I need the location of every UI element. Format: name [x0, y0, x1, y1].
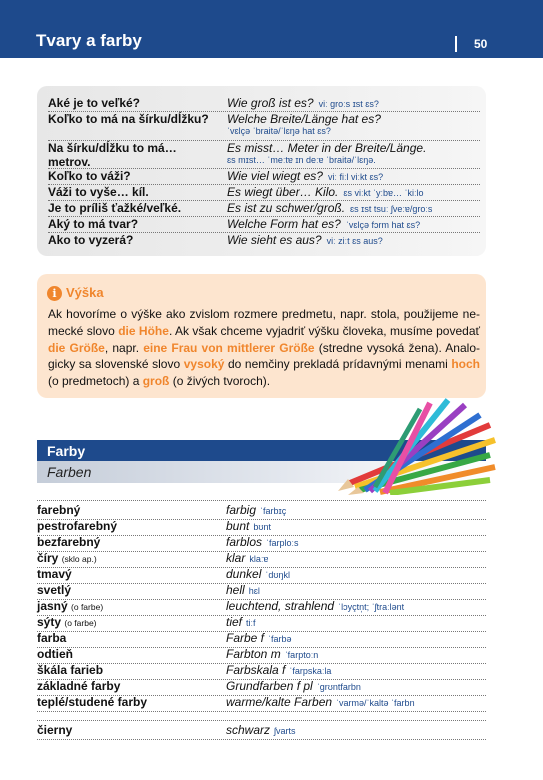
colored-pencils-illustration: [330, 395, 500, 495]
vocab-sk: tmavý: [37, 567, 72, 581]
vocab-row: [37, 723, 486, 740]
page-title: Tvary a farby: [36, 31, 142, 50]
vocab-sk: odtieň: [37, 647, 73, 661]
vocab-note: (sklo ap.): [61, 554, 97, 564]
phrase-row: [48, 169, 480, 185]
vocab-sk: svetlý: [37, 583, 72, 597]
vocab-sk: farebný: [37, 503, 81, 517]
vocab-row: [37, 679, 486, 696]
vocab-row: [37, 615, 486, 632]
vocab-ipa: ˈfarpskaːla: [289, 666, 332, 676]
vocab-de: schwarz ʃvarts: [226, 723, 296, 737]
highlight-term: hoch: [451, 357, 480, 372]
phrase-ipa: viː fiːl viːkt ɛs?: [327, 172, 384, 182]
vocab-row: [37, 631, 486, 648]
header-divider: [455, 36, 457, 52]
phrase-de: Wie viel wiegt es? viː fiːl viːkt ɛs?: [227, 169, 384, 183]
vocab-row: [37, 599, 486, 616]
vocab-sk: škála farieb: [37, 663, 104, 677]
highlight-term: vysoký: [183, 357, 225, 372]
vocab-ipa: ˈfarbə: [268, 634, 292, 644]
highlight-term: groß: [142, 374, 170, 389]
vocab-de: warme/kalte Farben ˈvarmə/ˈkaltə ˈfarbn: [226, 695, 415, 709]
vocab-de: farblos ˈfarploːs: [226, 535, 299, 549]
phrase-sk: Je to príliš ťažké/veľké.: [48, 201, 182, 215]
phrase-ipa: viː ɡroːs ɪst ɛs?: [318, 99, 379, 109]
vocab-row: [37, 551, 486, 568]
phrase-sk: Koľko to váži?: [48, 169, 131, 183]
vocab-note: (o farbe): [64, 618, 97, 628]
vocab-sk: farba: [37, 631, 67, 645]
vocab-de: farbig ˈfarbɪç: [226, 503, 287, 517]
vocab-ipa: ˈvarmə/ˈkaltə ˈfarbn: [336, 698, 415, 708]
page-header: [0, 0, 543, 58]
vocab-ipa: ˈfarptoːn: [284, 650, 319, 660]
phrase-ipa: viː ziːt ɛs aus?: [326, 236, 383, 246]
phrase-ipa: ˈvɛlçə fɔrm hat ɛs?: [345, 220, 421, 230]
vocab-de: klar klaːɐ: [226, 551, 269, 565]
vocab-row: [37, 519, 486, 536]
info-title: Výška: [66, 285, 104, 300]
phrase-sk: Na šírku/dĺžku to má…: [48, 141, 177, 155]
vocab-ipa: ˈɡrʊntfarbn: [316, 682, 361, 692]
vocab-row: [37, 663, 486, 680]
highlight-term: die Größe: [48, 340, 105, 355]
vocab-de: bunt bʊnt: [226, 519, 271, 533]
phrase-ipa: ɛs viːkt ˈyːbɐ… ˈkiːlo: [343, 188, 424, 198]
vocab-sk: číry (sklo ap.): [37, 551, 97, 565]
vocab-ipa: ˈfarploːs: [266, 538, 299, 548]
vocab-ipa: tiːf: [246, 618, 256, 628]
vocab-sk: pestrofarebný: [37, 519, 118, 533]
vocab-ipa: hɛl: [248, 586, 260, 596]
page-number: 50: [474, 37, 488, 51]
phrase-row: [48, 185, 480, 201]
row-divider: [37, 500, 486, 501]
vocab-sk: jasný (o farbe): [37, 599, 104, 613]
highlight-term: die Höhe: [118, 323, 169, 338]
vocab-de: Farbton m ˈfarptoːn: [226, 647, 319, 661]
section-title: Farby: [47, 443, 86, 459]
phrase-sk: Aký to má tvar?: [48, 217, 139, 231]
phrase-sk-cont: metrov.: [48, 155, 91, 169]
vocab-de: tief tiːf: [226, 615, 256, 629]
phrase-de: Wie sieht es aus? viː ziːt ɛs aus?: [227, 233, 383, 247]
phrase-de: Es wiegt über… Kilo. ɛs viːkt ˈyːbɐ… ˈkiːlo: [227, 185, 424, 199]
vocab-ipa: ˈlɔyçtn̩t; ˈʃtraːlənt: [338, 602, 405, 612]
highlight-term: eine Frau von mittlerer Größe: [143, 340, 315, 355]
vocab-de: Farbskala f ˈfarpskaːla: [226, 663, 332, 677]
phrase-sk: Váži to vyše… kíl.: [48, 185, 149, 199]
vocab-note: (o farbe): [71, 602, 104, 612]
vocab-ipa: ʃvarts: [274, 726, 296, 736]
phrase-row: [48, 112, 480, 141]
info-text: Ak hovoríme o výške ako zvislom rozmere predmetu, napr. stola, použijeme ne-mecké slovo die Höhe. Ak však chceme vyjadriť výšku človeka, musíme povedať die Größe, napr. eine Frau von mittlerer Größe (stredne vysoká žena). Analo-gicky sa slovenské slovo vysoký do nemčiny prekladá prídavnými menami hoch (o predmetoch) a groß (o živých tvoroch).: [48, 307, 481, 389]
vocab-row: [37, 695, 486, 712]
phrase-row: [48, 141, 480, 169]
vocab-ipa: ˈdʊŋkl: [265, 570, 290, 580]
vocab-row: [37, 647, 486, 664]
phrase-de: Welche Form hat es? ˈvɛlçə fɔrm hat ɛs?: [227, 217, 421, 231]
info-icon: i: [47, 286, 62, 301]
vocab-ipa: ˈfarbɪç: [260, 506, 287, 516]
vocab-de: Farbe f ˈfarbə: [226, 631, 292, 645]
phrase-row: [48, 201, 480, 217]
vocab-sk: teplé/studené farby: [37, 695, 148, 709]
phrase-sk: Aké je to veľké?: [48, 96, 140, 110]
vocab-row: [37, 503, 486, 520]
vocab-de: dunkel ˈdʊŋkl: [226, 567, 290, 581]
phrase-de: Es misst… Meter in der Breite/Länge.: [227, 141, 427, 155]
vocab-row: [37, 583, 486, 600]
vocab-de: hell hɛl: [226, 583, 260, 597]
phrase-de: Welche Breite/Länge hat es?: [227, 112, 381, 126]
section-subtitle: Farben: [47, 464, 92, 480]
vocab-row: [37, 535, 486, 552]
phrase-ipa: ɛs mɪst… ˈmeːtɐ ɪn deːɐ ˈbraitə/ˈlɛŋə.: [227, 155, 376, 165]
vocab-sk: čierny: [37, 723, 73, 737]
phrase-row: [48, 96, 480, 112]
vocab-sk: sýty (o farbe): [37, 615, 97, 629]
row-divider: [37, 720, 486, 721]
phrase-de: Wie groß ist es? viː ɡroːs ɪst ɛs?: [227, 96, 379, 110]
vocab-de: Grundfarben f pl ˈɡrʊntfarbn: [226, 679, 361, 693]
vocab-sk: bezfarebný: [37, 535, 101, 549]
vocab-sk: základné farby: [37, 679, 121, 693]
phrase-ipa: ˈvɛlçə ˈbraitə/ˈlɛŋə hat ɛs?: [227, 126, 331, 136]
phrase-row: [48, 233, 480, 248]
phrase-row: [48, 217, 480, 233]
vocab-row: [37, 567, 486, 584]
vocab-ipa: klaːɐ: [249, 554, 269, 564]
phrase-sk: Koľko to má na šírku/dĺžku?: [48, 112, 209, 126]
phrase-sk: Ako to vyzerá?: [48, 233, 134, 247]
vocab-ipa: bʊnt: [253, 522, 271, 532]
phrase-ipa: ɛs ɪst tsuː ʃveːɐ/ɡroːs: [350, 204, 433, 214]
vocab-de: leuchtend, strahlend ˈlɔyçtn̩t; ˈʃtraːlənt: [226, 599, 405, 613]
phrase-de: Es ist zu schwer/groß. ɛs ɪst tsuː ʃveːɐ/ɡroːs: [227, 201, 433, 215]
